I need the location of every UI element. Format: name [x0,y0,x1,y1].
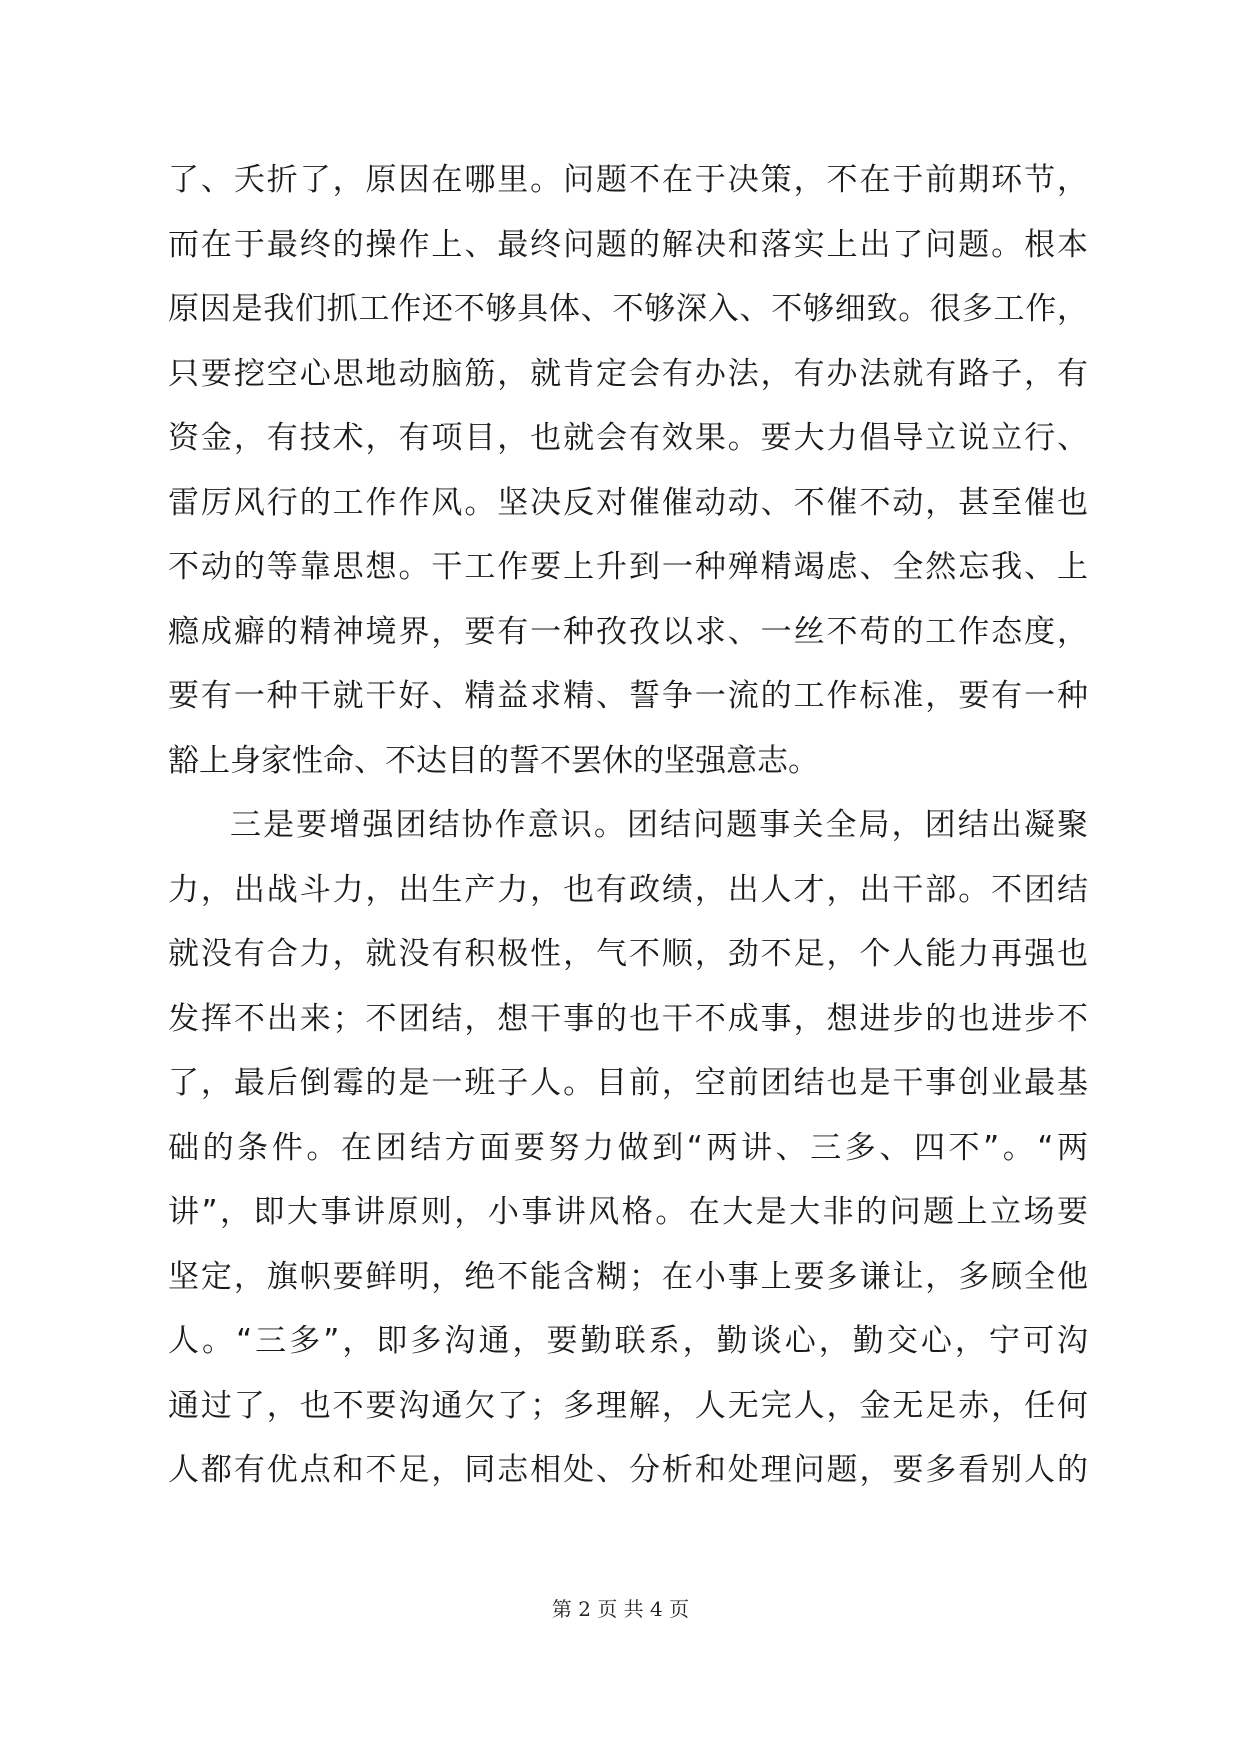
text-line: 瘾成癖的精神境界，要有一种孜孜以求、一丝不苟的工作态度， [168,613,1088,650]
text-line: 雷厉风行的工作作风。坚决反对催催动动、不催不动，甚至催也 [168,484,1088,521]
text-line: 而在于最终的操作上、最终问题的解决和落实上出了问题。根本 [168,226,1088,263]
text-line: 通过了，也不要沟通欠了；多理解，人无完人，金无足赤，任何 [168,1387,1088,1424]
text-line: 讲”，即大事讲原则，小事讲风格。在大是大非的问题上立场要 [168,1194,1088,1230]
text-line-paragraph-start: 三是要增强团结协作意识。团结问题事关全局，团结出凝聚 [230,807,1088,843]
text-line: 发挥不出来；不团结，想干事的也干不成事，想进步的也进步不 [168,1000,1088,1037]
text-line: 础的条件。在团结方面要努力做到“两讲、三多、四不”。“两 [168,1129,1088,1166]
text-line: 了，最后倒霉的是一班子人。目前，空前团结也是干事创业最基 [168,1065,1088,1101]
text-line: 不动的等靠思想。干工作要上升到一种殚精竭虑、全然忘我、上 [168,549,1088,585]
text-line: 坚定，旗帜要鲜明，绝不能含糊；在小事上要多谦让，多顾全他 [168,1258,1088,1295]
text-line-paragraph-end: 豁上身家性命、不达目的誓不罢休的坚强意志。 [168,742,819,779]
text-line: 就没有合力，就没有积极性，气不顺，劲不足，个人能力再强也 [168,936,1088,972]
text-line: 人。“三多”，即多沟通，要勤联系，勤谈心，勤交心，宁可沟 [168,1323,1088,1359]
body-text [168,148,1088,1503]
text-line: 只要挖空心思地动脑筋，就肯定会有办法，有办法就有路子，有 [168,355,1088,392]
text-line: 了、夭折了，原因在哪里。问题不在于决策，不在于前期环节， [168,162,1088,198]
text-line: 资金，有技术，有项目，也就会有效果。要大力倡导立说立行、 [168,420,1088,456]
text-line: 原因是我们抓工作还不够具体、不够深入、不够细致。很多工作， [168,291,1088,327]
text-line: 人都有优点和不足，同志相处、分析和处理问题，要多看别人的 [168,1452,1088,1488]
text-line: 力，出战斗力，出生产力，也有政绩，出人才，出干部。不团结 [168,871,1088,908]
page-number-footer: 第 2 页 共 4 页 [551,1597,690,1621]
text-line: 要有一种干就干好、精益求精、誓争一流的工作标准，要有一种 [168,678,1088,714]
